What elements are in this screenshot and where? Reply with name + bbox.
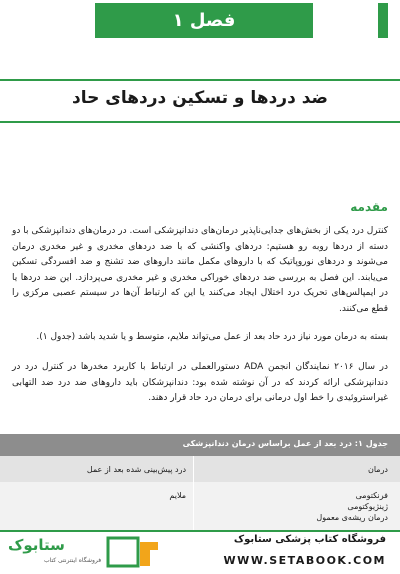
ada-paragraph: در سال ۲۰۱۶ نمایندگان انجمن ADA دستورالعملی در ارتباط با کاربرد مخدرها در کنترل درد در دندانپزشکی ارائه کردند که در آن نوشته شده بود: دندانپزشکان باید داروهای ضد درد ضد التهابی غیراستروئیدی را خط اول درمانی برای درمان درد حاد قرار دهند. (12, 362, 389, 403)
chapter-label: فصل ۱ (172, 10, 236, 31)
chapter-banner (95, 3, 313, 38)
section-heading: مقدمه (350, 200, 388, 214)
table-caption: جدول ۱: درد بعد از عمل براساس درمان دندانپزشکی (182, 439, 388, 448)
table-row (0, 482, 400, 530)
pain-cell: ملایم (169, 491, 186, 500)
pain-table (0, 434, 400, 530)
title-rule-bottom (0, 121, 400, 123)
header-treatment: درمان (367, 465, 388, 474)
header-pain: درد پیش‌بینی شده بعد از عمل (86, 465, 186, 474)
footer-rule (0, 530, 400, 532)
treatment-gingivectomy: ژینژیوکتومی (347, 502, 388, 511)
table-header-row (0, 456, 400, 482)
pain-types-paragraph: بسته به درمان مورد نیاز درد حاد بعد از عمل می‌تواند ملایم، متوسط و یا شدید باشد (جدول ۱). (36, 332, 388, 342)
page-title: ضد دردها و تسکین دردهای حاد (72, 88, 328, 108)
table-caption-bar (0, 434, 400, 456)
title-rule-top (0, 79, 400, 81)
treatment-root-canal: درمان ریشه‌ی معمول (316, 513, 388, 522)
intro-paragraph: کنترل درد یکی از بخش‌های جدایی‌ناپذیر درمان‌های دندانپزشکی است. در درمان‌های دندانپزشکی با دو دسته از دردها روبه رو هستیم: دردهای واکنشی که با ضد دردهای مخدری و غیر مخدری درمان می‌شوند و دردهای نوروپاتیک که با داروهای مکمل مانند داروهای ضد تشنج و ضد افسردگی تسکین می‌یابند. این فصل به بررسی ضد دردهای خوراکی مخدری و غیر مخدری می‌پردازد. این ضد دردها یا در ایمپالس‌های تحریک درد اختلال ایجاد می‌کنند یا این که ارتباط آن‌ها در سیستم عصبی مرکزی را قطع می‌کنند. (12, 226, 388, 314)
logo-wordmark: ستابوک (8, 536, 65, 554)
shop-url: WWW.SETABOOK.COM (223, 554, 386, 567)
table-divider (193, 456, 194, 530)
shop-name: فروشگاه کتاب پزشکی ستابوک (233, 534, 386, 545)
chapter-tab-edge (378, 3, 388, 38)
treatment-cell (316, 490, 388, 523)
logo-tagline: فروشگاه اینترنتی کتاب (44, 557, 102, 564)
treatment-frenectomy: فرنکتومی (355, 491, 388, 500)
